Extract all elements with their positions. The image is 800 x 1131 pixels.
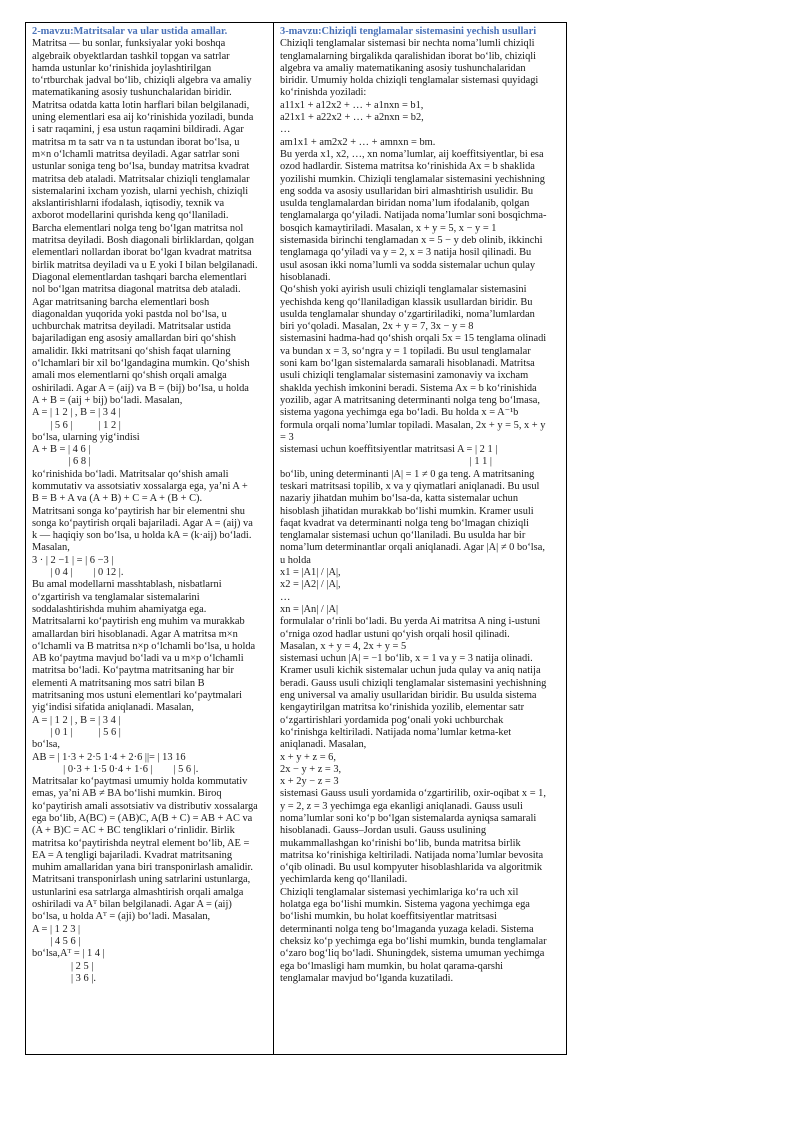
document-page — [25, 22, 567, 1055]
text-line: hisoblanadi. Gauss–Jordan usuli. Gauss usulining — [280, 825, 487, 837]
text-line: biridir. Umumiy holda chiziqli tenglamalar sistemasi quyidagi — [280, 75, 539, 87]
text-line: Masalan, — [32, 542, 70, 554]
text-line: a11x1 + a12x2 + … + a1nxn = b1, — [280, 99, 424, 111]
text-line: uchburchak matritsa deyiladi. Matritsalar ustida — [32, 321, 231, 333]
left-column-body — [32, 38, 267, 985]
text-line: amali mos elementlarni qoʻshish orqali amalga — [32, 370, 227, 382]
text-line: soddalashtirishda muhim ahamiyatga ega. — [32, 603, 207, 615]
text-line: usul asosan ikki nomaʼlumli va sodda sistemalar uchun qulay — [280, 259, 536, 271]
text-line: ega boʻlmasligi ham mumkin, bu holat qarama-qarshi — [280, 960, 504, 972]
text-line: yozilib, agar A matritsaning determinanti nolga teng boʻlmasa, — [280, 394, 540, 406]
text-line: ega boʻlib, A(BC) = (AB)C, A(B + C) = AB + AC va — [32, 813, 253, 824]
text-line: | 3 6 |. — [32, 972, 96, 984]
text-line: | 6 8 | — [32, 456, 91, 468]
text-line: … — [280, 124, 291, 136]
text-line: AB koʻpaytma mavjud boʻladi va u m×p oʻlchamli — [32, 653, 244, 665]
text-line: matritsa deyiladi. Bosh diagonali birliklardan, qolgan — [32, 235, 254, 247]
text-line: Agar matritsaning barcha elementlari bosh — [32, 296, 210, 308]
text-line: Barcha elementlari nolga teng boʻlgan matritsa nol — [32, 222, 244, 234]
text-line: matritsa boʻladi. Koʻpaytma matritsaning har bir — [32, 665, 234, 677]
text-line: B = B + A va (A + B) + C = A + (B + C). — [32, 493, 203, 505]
text-line: hamda ustunlar koʻrinishida joylashtirilgan — [32, 62, 212, 74]
text-line: Matritsani transponirlash uning satrlarini ustunlarga, — [32, 874, 251, 886]
text-line: A = | 1 2 3 | — [32, 923, 81, 935]
text-line: Diagonal elementlardan tashqari barcha elementlari — [32, 271, 247, 283]
text-line: AB = | 1·3 + 2·5 1·4 + 2·6 ||= | 13 16 — [32, 751, 186, 763]
text-line: boʻlishi mumkin, bu holat koeffitsiyentlar matritsasi — [280, 911, 497, 923]
text-line: boʻlsa, ularning yigʻindisi — [32, 431, 140, 443]
text-line: sistemasini hadma-had qoʻshish orqali 5x = 15 tenglama olinadi — [280, 333, 547, 345]
text-line: oʻlchamli va B matritsa n×p oʻlchamli boʻlsa, u holda — [32, 640, 256, 652]
text-line: teskari matritsasi topilib, x va y qiymatlari aniqlanadi. Bu usul — [280, 480, 540, 492]
text-line: boʻlsa, u holda Aᵀ = (aji) boʻladi. Masalan, — [32, 911, 211, 923]
text-line: Bu yerda x1, x2, …, xn nomaʼlumlar, aij koeffitsiyentlar, bi esa — [280, 148, 544, 160]
text-line: biri yoʻqoladi. Masalan, 2x + y = 7, 3x − y = 8 — [280, 321, 474, 333]
text-line: mukammallashgan koʻrinishi boʻlib, bunda matritsa birlik — [280, 837, 521, 849]
text-line: koʻrinishda yoziladi: — [280, 87, 367, 99]
text-line: k — haqiqiy son boʻlsa, u holda kA = (k·aij) boʻladi. — [32, 530, 252, 542]
text-line: hisoblash jihatidan murakkab boʻlishi mumkin. Kramer usuli — [280, 505, 534, 517]
text-line: axborot modellarini qurishda keng qoʻllaniladi. — [32, 210, 229, 222]
section-heading-linear-systems: 3-mavzu:Chiziqli tenglamalar sistemasini yechish usullari — [280, 26, 537, 37]
text-line: am1x1 + am2x2 + … + amnxn = bm. — [280, 136, 436, 148]
text-line: Chiziqli tenglamalar sistemasi yechimlariga koʻra uch xil — [280, 886, 519, 898]
text-line: | 5 6 | | 1 2 | — [32, 419, 121, 431]
text-line: matematikaning asosiy tushunchalaridan biridir. — [32, 87, 232, 99]
text-line: elementlari nollardan iborat boʻlgan kvadrat matritsa — [32, 247, 252, 259]
text-line: determinanti nolga teng boʻlmaganda yuzaga keladi. Sistema — [280, 923, 534, 935]
text-line: boʻlsa,Aᵀ = | 1 4 | — [32, 948, 105, 960]
right-column-body — [280, 38, 560, 985]
text-line: matritsa deb ataladi. Matritsalar chiziqli tenglamalar — [32, 173, 250, 185]
text-line: i satr raqamini, j esa ustun raqamini bildiradi. Agar — [32, 124, 244, 136]
text-line: | 1 1 | — [280, 456, 492, 468]
text-line: Masalan, x + y = 4, 2x + y = 5 — [280, 640, 407, 652]
text-line: birlik matritsa deyiladi va u E yoki I bilan belgilanadi. — [32, 259, 258, 271]
text-line: toʻrtburchak jadval boʻlib, chiziqli algebra va amaliy — [32, 75, 252, 87]
text-line: | 0 4 | | 0 12 |. — [32, 567, 124, 579]
text-line: faqat kvadrat va determinanti nolga teng boʻlmagan chiziqli — [280, 517, 529, 529]
text-line: tenglamaga qoʻyiladi va y = 2, x = 3 natija hosil qilinadi. Bu — [280, 247, 532, 259]
text-line: cheksiz koʻp yechimga ega boʻlishi mumkin, bunda tenglamalar — [280, 935, 547, 947]
text-line: matritsa koʻrinishiga keltiriladi. Natijada nomaʼlumlar bevosita — [280, 849, 544, 861]
text-line: Matritsa odatda katta lotin harflari bilan belgilanadi, — [32, 99, 250, 111]
text-line: elementi A matritsaning mos satri bilan B — [32, 677, 205, 689]
text-line: oʻzgartirishlari yordamida pogʻonali yoki uchburchak — [280, 714, 504, 726]
text-line: usulda tenglamalar shunday oʻzgartiriladiki, nomaʼlumlardan — [280, 308, 535, 320]
text-line: oʻrniga ozod hadlar ustuni qoʻyish orqali hosil qilinadi. — [280, 628, 510, 640]
text-line: sistemalarini ixcham yozish, ularni yechish, chiziqli — [32, 185, 249, 197]
text-line: usulda tenglamalardan biridan nomaʼlum ifodalanib, qolgan — [280, 198, 530, 210]
text-line: xn = |An| / |A| — [280, 603, 339, 615]
text-line: Matritsalar koʻpaytmasi umumiy holda kommutativ — [32, 776, 248, 788]
section-heading-matrices: 2-mavzu:Matritsalar va ular ustida amallar. — [32, 26, 228, 37]
text-line: Bu amal modellarni masshtablash, nisbatlarni — [32, 579, 222, 591]
text-line: akslantirishlarni ifodalash, iqtisodiy, texnik va — [32, 198, 225, 210]
text-line: nomaʼlumlar soni koʻp boʻlgan sistemalarda ayniqsa samarali — [280, 813, 537, 824]
right-column — [274, 23, 566, 1054]
text-line: oʻqib olinadi. Bu usul kompyuter hisoblashlarida va algoritmik — [280, 862, 543, 874]
text-line: algebra va amaliy matematikaning asosiy tushunchalaridan — [280, 62, 526, 74]
text-line: yechimlarda keng qoʻllaniladi. — [280, 874, 408, 886]
text-line: tenglamalar sistemasi uchun qoʻllaniladi. Bu usulda har bir — [280, 530, 526, 542]
text-line: sistema yagona yechimga ega boʻladi. Bu holda x = A⁻¹b — [280, 407, 519, 419]
text-line: a21x1 + a22x2 + … + a2nxn = b2, — [280, 112, 424, 124]
text-line: yechishda keng qoʻllaniladigan klassik usullardan biridir. Bu — [280, 296, 533, 308]
text-line: Kramer usuli kichik sistemalar uchun juda qulay va aniq natija — [280, 665, 541, 677]
text-line: soni kam boʻlgan sistemalarda samarali hisoblanadi. Matritsa — [280, 358, 535, 370]
text-line: koʻrinishga keltiriladi. Natijada nomaʼlumlar ketma-ket — [280, 726, 512, 738]
text-line: nazariy jihatdan muhim boʻlsa-da, katta sistemalar uchun — [280, 493, 519, 505]
text-line: A + B = | 4 6 | — [32, 444, 91, 456]
text-line: yozilishi mumkin. Chiziqli tenglamalar sistemasini yechishning — [280, 173, 545, 185]
text-line: tenglamalarning birgalikda qaralishidan iborat boʻlib, chiziqli — [280, 50, 537, 62]
text-line: aniqlanadi. Masalan, — [280, 739, 367, 751]
text-line: kengaytirilgan matritsa koʻrinishida yozilib, elementar satr — [280, 702, 525, 714]
text-line: beradi. Gauss usuli chiziqli tenglamalar sistemasini yechishning — [280, 677, 547, 689]
text-line: A = | 1 2 | , B = | 3 4 | — [32, 714, 121, 726]
text-line: Matritsani songa koʻpaytirish har bir elementni shu — [32, 505, 245, 517]
text-line: Matritsalarni koʻpaytirish eng muhim va murakkab — [32, 616, 245, 628]
text-line: oshiriladi. Agar A = (aij) va B = (bij) boʻlsa, u holda — [32, 382, 249, 394]
text-line: | 0 1 | | 5 6 | — [32, 726, 121, 738]
text-line: … — [280, 591, 291, 603]
text-line: x + 2y − z = 3 — [280, 776, 339, 788]
text-line: u holda — [280, 554, 311, 566]
text-line: boʻlsa, — [32, 739, 60, 751]
text-line: nomaʼlum determinantlar orqali aniqlanadi. Agar |A| ≠ 0 boʻlsa, — [280, 542, 545, 554]
text-line: Matritsa — bu sonlar, funksiyalar yoki boshqa — [32, 38, 226, 50]
text-line: oʻzaro bogʻliq boʻladi. Shuningdek, sistema umuman yechimga — [280, 948, 545, 960]
text-line: nol boʻlgan matritsa diagonal matritsa deb ataladi. — [32, 284, 241, 296]
text-line: sistemasida birinchi tenglamadan x = 5 − y deb olinib, ikkinchi — [280, 235, 543, 247]
text-line: va bundan x = 3, soʻngra y = 1 topiladi. Bu usul tenglamalar — [280, 345, 531, 357]
text-line: formulalar oʻrinli boʻladi. Bu yerda Ai matritsa A ning i-ustuni — [280, 616, 541, 628]
text-line: amalidir. Ikki matritsani qoʻshish faqat ularning — [32, 345, 231, 357]
text-line: EA = A tengligi bajariladi. Kvadrat matritsaning — [32, 849, 233, 861]
text-line: 2x − y + z = 3, — [280, 763, 342, 775]
text-line: | 4 5 6 | — [32, 935, 81, 947]
text-line: amallardan biri hisoblanadi. Agar A matritsa m×n — [32, 628, 238, 640]
text-line: Qoʻshish yoki ayirish usuli chiziqli tenglamalar sistemasini — [280, 284, 527, 296]
text-line: y = 2, z = 3 yechimga ega ekanligi aniqlanadi. Gauss usuli — [280, 800, 523, 812]
text-line: kommutativ va assotsiativ xossalarga ega, yaʼni A + — [32, 480, 248, 492]
text-line: emas, yaʼni AB ≠ BA boʻlishi mumkin. Biroq — [32, 788, 222, 800]
text-line: eng sodda va asosiy usullaridan biri almashtirish usulidir. Bu — [280, 185, 534, 197]
text-line: tenglamalar mavjud boʻlganda kuzatiladi. — [280, 972, 454, 984]
text-line: (A + B)C = AC + BC tengliklari oʻrinlidir. Birlik — [32, 825, 235, 837]
text-line: hisoblanadi. — [280, 271, 331, 283]
text-line: usuli chiziqli tenglamalar sistemasini zamonaviy va ixcham — [280, 370, 529, 382]
text-line: = 3 — [280, 431, 294, 443]
text-line: x + y + z = 6, — [280, 751, 336, 763]
text-line: bosqich kamaytiriladi. Masalan, x + y = 5, x − y = 1 — [280, 222, 497, 234]
text-line: algebraik obyektlardan tashkil topgan va satrlar — [32, 50, 230, 62]
text-line: diagonaldan yuqorida yoki pastda nol boʻlsa, u — [32, 308, 227, 320]
text-line: matritsaning mos ustuni elementlari koʻpaytmalari — [32, 690, 243, 702]
text-line: A = | 1 2 | , B = | 3 4 | — [32, 407, 121, 419]
text-line: holatga ega boʻlishi mumkin. Sistema yagona yechimga ega — [280, 899, 530, 911]
text-line: sistemasi uchun koeffitsiyentlar matritsasi A = | 2 1 | — [280, 444, 498, 456]
text-line: ozod hadlardir. Sistema matritsa koʻrinishida Ax = b shaklida — [280, 161, 535, 173]
text-line: koʻpaytirish amali assotsiativ va distributiv xossalarga — [32, 800, 258, 812]
text-line: tenglamalarga qoʻyiladi. Natijada nomaʼlumlar soni bosqichma- — [280, 210, 547, 222]
text-line: matritsa koʻpaytirishda neytral element boʻlib, AE = — [32, 837, 250, 849]
text-line: sistemasi uchun |A| = −1 boʻlib, x = 1 va y = 3 natija olinadi. — [280, 653, 533, 665]
text-line: formula orqali nomaʼlumlar topiladi. Masalan, 2x + y = 5, x + y — [280, 419, 546, 431]
text-line: Chiziqli tenglamalar sistemasi bir nechta nomaʼlumli chiziqli — [280, 38, 535, 50]
text-line: sistemasi Gauss usuli yordamida oʻzgartirilib, oxir-oqibat x = 1, — [280, 788, 546, 800]
text-line: muhim amallaridan yana biri transponirlash amalidir. — [32, 862, 254, 874]
text-line: boʻlib, uning determinanti |A| = 1 ≠ 0 ga teng. A matritsaning — [280, 468, 535, 480]
text-line: songa koʻpaytirish orqali bajariladi. Agar A = (aij) va — [32, 517, 253, 529]
text-line: x2 = |A2| / |A|, — [280, 579, 341, 591]
text-line: matritsa m ta satr va n ta ustundan iborat boʻlsa, u — [32, 136, 240, 148]
text-line: | 0·3 + 1·5 0·4 + 1·6 | | 5 6 |. — [32, 763, 199, 775]
text-line: oʻzgartirish va tenglamalar sistemalarini — [32, 591, 200, 603]
text-line: 3 · | 2 −1 | = | 6 −3 | — [32, 554, 114, 566]
text-line: | 2 5 | — [32, 960, 94, 972]
text-line: uning elementlari esa aij koʻrinishida yoziladi, bunda — [32, 112, 254, 124]
text-line: oshiriladi va Aᵀ bilan belgilanadi. Agar A = (aij) — [32, 899, 232, 911]
text-line: A + B = (aij + bij) boʻladi. Masalan, — [32, 394, 183, 406]
text-line: oʻlchamlari bir xil boʻlgandagina mumkin. Qoʻshish — [32, 358, 250, 370]
text-line: ustunlarini esa satrlarga almashtirish orqali amalga — [32, 886, 244, 898]
text-line: koʻrinishida boʻladi. Matritsalar qoʻshish amali — [32, 468, 229, 480]
text-line: x1 = |A1| / |A|, — [280, 567, 341, 579]
text-line: yigʻindisi sifatida aniqlanadi. Masalan, — [32, 702, 194, 714]
text-line: eng universal va amaliy usullaridan biridir. Bu usulda sistema — [280, 690, 537, 702]
text-line: shaklda yechish imkonini beradi. Sistema Ax = b koʻrinishida — [280, 382, 537, 394]
text-line: m×n oʻlchamli matritsa deyiladi. Agar satrlar soni — [32, 148, 240, 160]
text-line: ustunlar soniga teng boʻlsa, bunday matritsa kvadrat — [32, 161, 250, 173]
text-line: bajariladigan eng asosiy amallardan biri qoʻshish — [32, 333, 237, 345]
left-column — [26, 23, 274, 1054]
